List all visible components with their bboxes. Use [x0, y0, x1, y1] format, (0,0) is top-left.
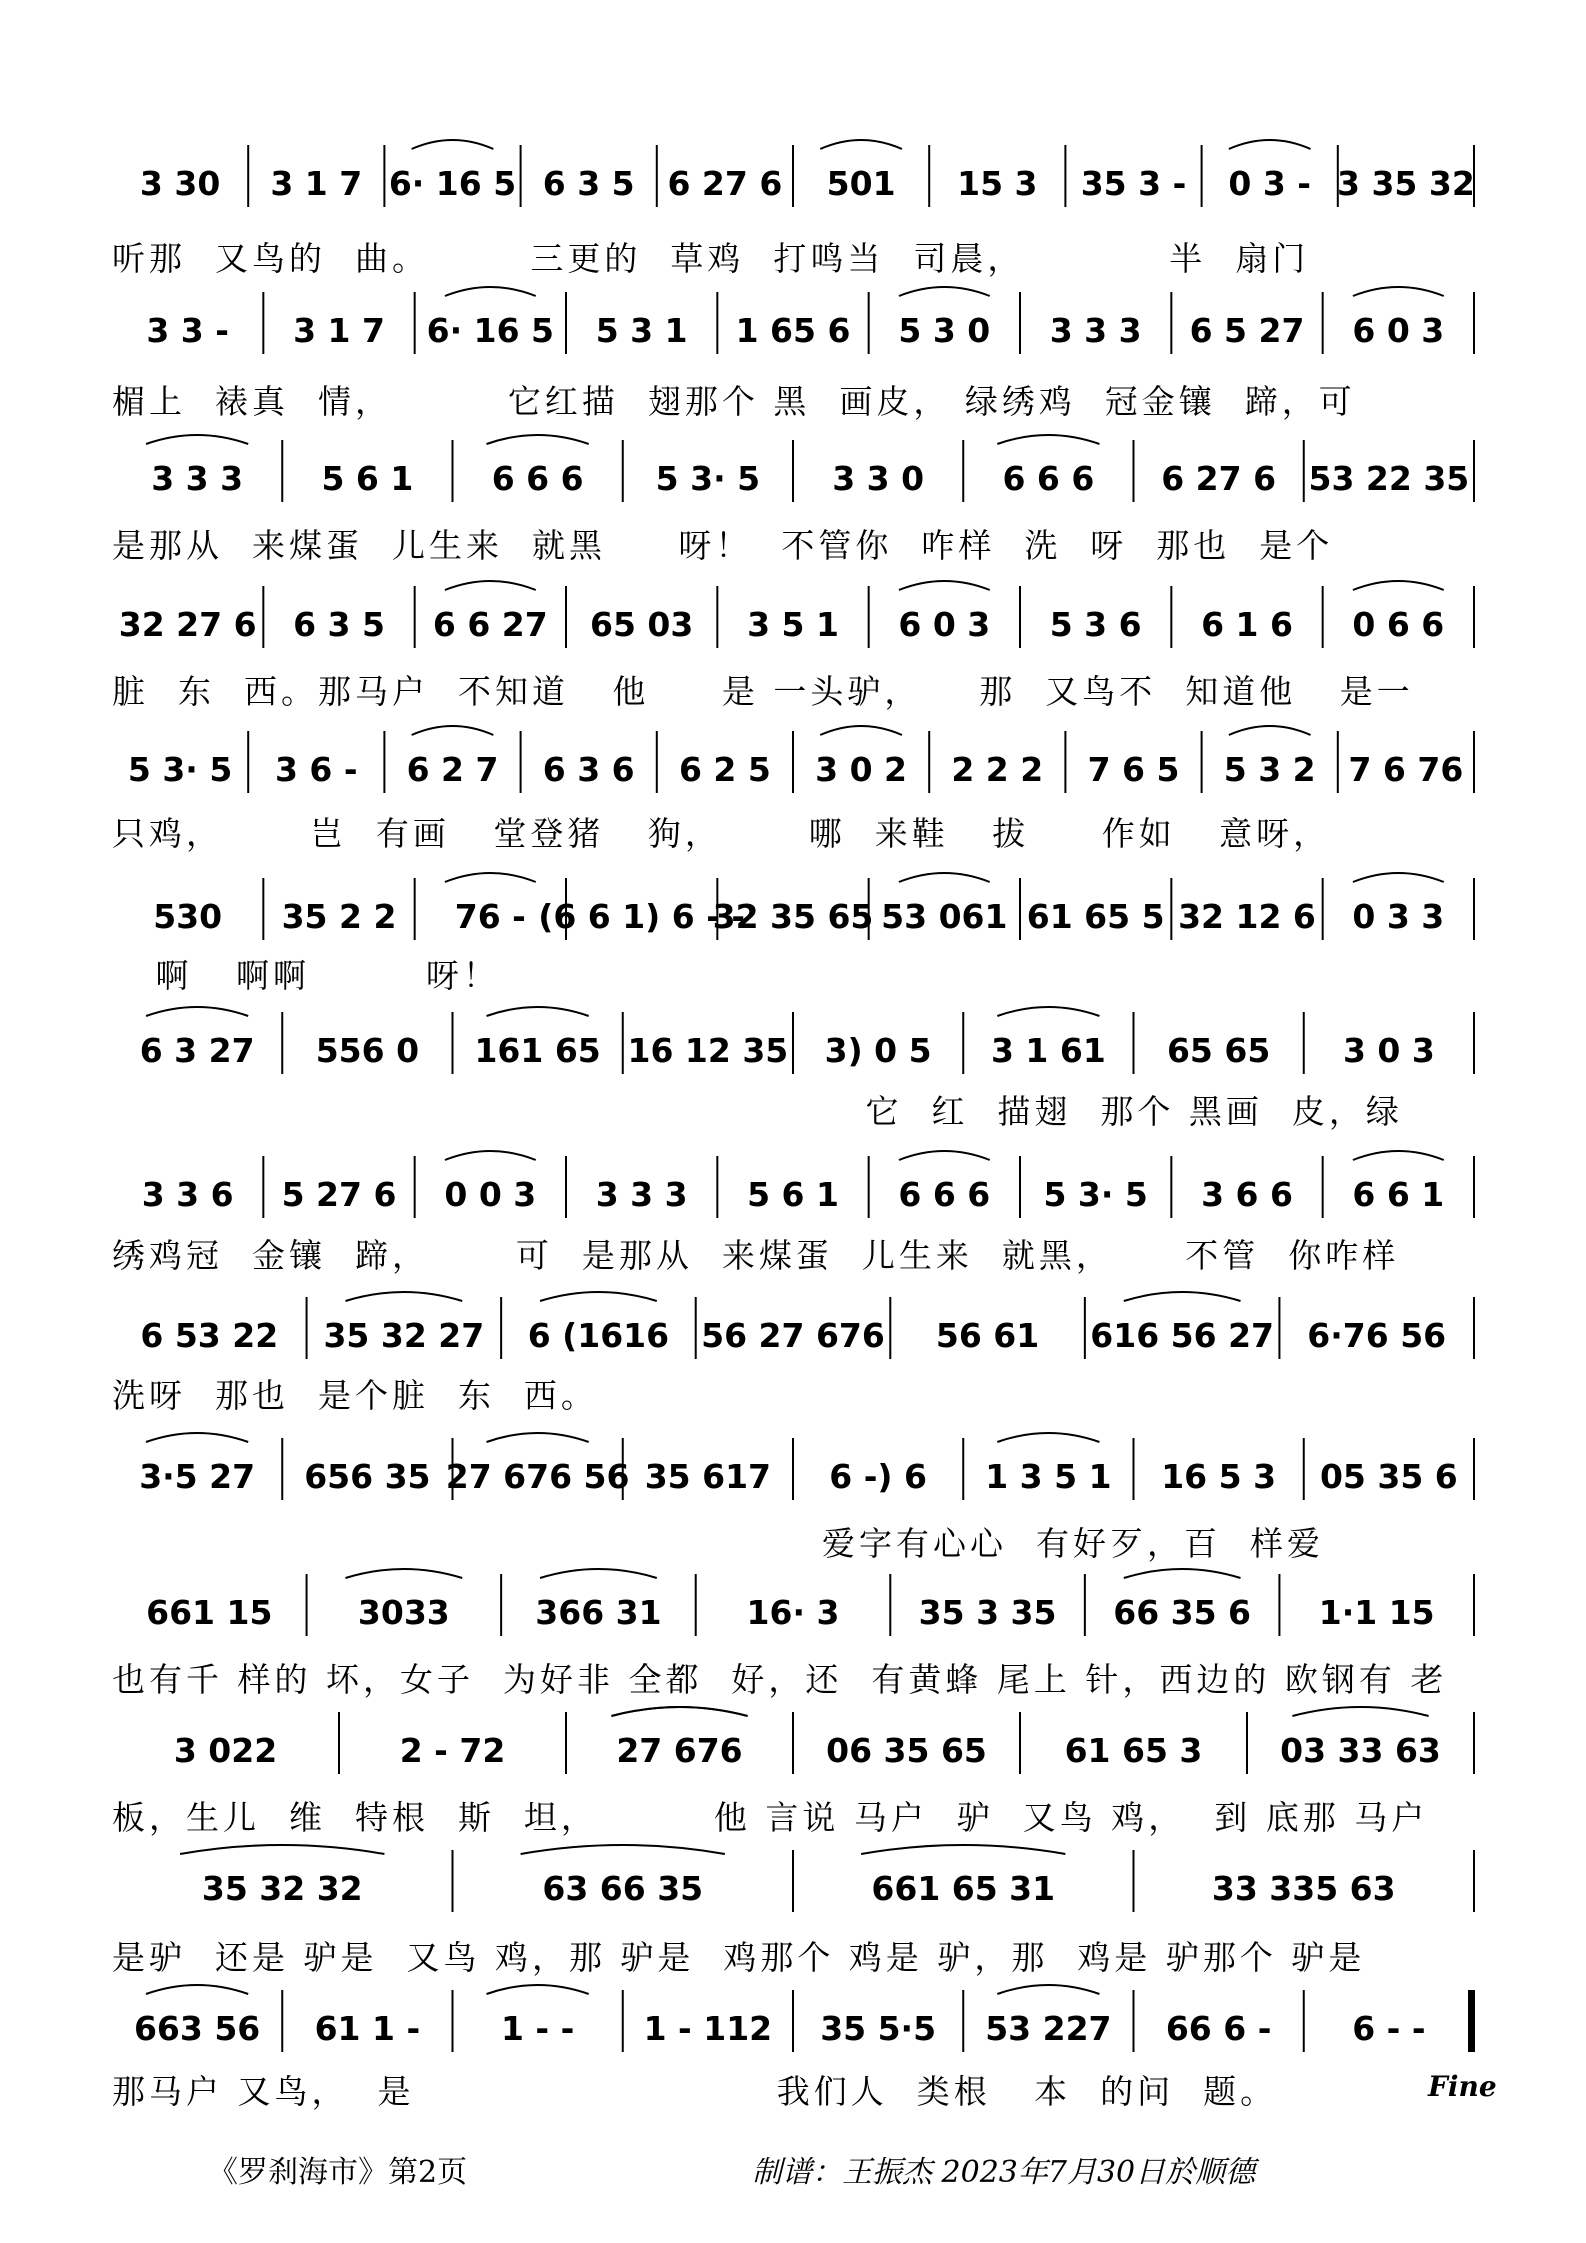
- measure-notes: 661 65 31: [871, 1869, 1056, 1908]
- measure-notes: 65 03: [589, 605, 694, 644]
- slur: [445, 581, 536, 590]
- measure-notes: 656 35: [304, 1457, 431, 1496]
- lyric-line: 只鸡， 岂 有画 堂登猪 狗， 哪 来鞋 拔 作如 意呀，: [112, 814, 1331, 853]
- slur: [820, 726, 902, 735]
- measure-notes: 3 3 3: [1049, 311, 1142, 350]
- measure-notes: 5 3· 5: [655, 459, 761, 498]
- slur: [1353, 873, 1444, 882]
- slur: [1353, 1151, 1444, 1160]
- slur: [997, 435, 1099, 444]
- slur: [146, 1007, 248, 1016]
- measure-notes: 6 6 6: [491, 459, 584, 498]
- measure-notes: 6 -) 6: [829, 1457, 927, 1496]
- measure-notes: 3 35 32: [1337, 164, 1475, 203]
- measure-notes: 366 31: [535, 1593, 662, 1632]
- slur: [345, 1569, 462, 1578]
- measure-notes: 1 - -: [500, 2009, 575, 2048]
- measure-notes: 1 65 6: [735, 311, 851, 350]
- slur: [861, 1845, 1065, 1854]
- measure-notes: 1 3 5 1: [985, 1457, 1112, 1496]
- measure-notes: 3033: [357, 1593, 450, 1632]
- measure-notes: 5 3· 5: [1043, 1175, 1148, 1214]
- measure-notes: 27 676: [616, 1731, 743, 1770]
- measure-notes: 6 3 6: [542, 750, 635, 789]
- measure-notes: 33 335 63: [1211, 1869, 1396, 1908]
- measure-notes: 0 3 3: [1352, 897, 1445, 936]
- measure-notes: 6 6 1: [1352, 1175, 1445, 1214]
- slur: [1353, 287, 1444, 296]
- final-barline: [1468, 1990, 1475, 2052]
- measure-notes: 3 3 3: [595, 1175, 688, 1214]
- lyric-line: 板，生儿 维 特根 斯 坦， 他 言说 马户 驴 又鸟 鸡， 到 底那 马户: [112, 1798, 1429, 1837]
- measure-notes: 05 35 6: [1319, 1457, 1458, 1496]
- measure-notes: 35 5·5: [820, 2009, 937, 2048]
- lyric-line: 是驴 还是 驴是 又鸟 鸡，那 驴是 鸡那个 鸡是 驴，那 鸡是 驴那个 驴是: [112, 1938, 1366, 1977]
- measure-notes: 7 6 76: [1348, 750, 1464, 789]
- slur: [521, 1845, 725, 1854]
- measure-notes: 5 3 2: [1223, 750, 1316, 789]
- measure-notes: 53 061: [881, 897, 1008, 936]
- page-footer-title: 《罗刹海市》第2页: [208, 2155, 468, 2190]
- measure-notes: 6· 16 5: [388, 164, 517, 203]
- slur: [1229, 140, 1311, 149]
- measure-notes: 3 3 -: [146, 311, 229, 350]
- measure-notes: 3 0 3: [1342, 1031, 1435, 1070]
- measure-notes: 3 3 6: [141, 1175, 234, 1214]
- slur: [445, 873, 536, 882]
- measure-notes: 53 22 35: [1308, 459, 1470, 498]
- slur: [345, 1292, 462, 1301]
- lyric-line: 听那 又鸟的 曲。 三更的 草鸡 打鸣当 司晨， 半 扇门: [112, 239, 1310, 278]
- measure-notes: 63 66 35: [542, 1869, 704, 1908]
- slur: [146, 435, 248, 444]
- measure-notes: 35 617: [644, 1457, 772, 1496]
- measure-notes: 61 65 5: [1026, 897, 1165, 936]
- lyric-line: 啊 啊啊 呀！: [112, 956, 500, 995]
- measure-notes: 35 3 35: [918, 1593, 1057, 1632]
- measure-notes: 3 5 1: [747, 605, 839, 644]
- measure-notes: 5 6 1: [747, 1175, 839, 1214]
- measure-notes: 3 1 7: [270, 164, 363, 203]
- measure-notes: 2 2 2: [951, 750, 1044, 789]
- measure-notes: 35 2 2: [281, 897, 397, 936]
- slur: [487, 1007, 589, 1016]
- measure-notes: 16 5 3: [1161, 1457, 1277, 1496]
- measure-notes: 6 6 6: [898, 1175, 991, 1214]
- measure-notes: 5 3· 5: [127, 750, 233, 789]
- measure-notes: 35 32 32: [201, 1869, 363, 1908]
- measure-notes: 15 3: [957, 164, 1038, 203]
- measure-notes: 61 65 3: [1064, 1731, 1203, 1770]
- measure-notes: 32 27 6: [118, 605, 257, 644]
- measure-notes: 5 27 6: [281, 1175, 397, 1214]
- measure-notes: 76 -: [454, 897, 526, 936]
- slur: [611, 1707, 747, 1716]
- measure-notes: 0 3 -: [1228, 164, 1312, 203]
- measure-notes: 03 33 63: [1280, 1731, 1441, 1770]
- slur: [1292, 1707, 1428, 1716]
- slur: [899, 581, 990, 590]
- fine-marking: Fine: [1428, 2070, 1497, 2103]
- measure-notes: 3 1 61: [990, 1031, 1106, 1070]
- slur: [146, 1433, 248, 1442]
- measure-notes: 530: [153, 897, 223, 936]
- measure-notes: 6 53 22: [140, 1316, 279, 1355]
- measure-notes: 161 65: [474, 1031, 601, 1070]
- slur: [540, 1569, 657, 1578]
- lyric-line: 爱字有心心 有好歹，百 样爱: [112, 1524, 1324, 1563]
- measure-notes: 6 3 5: [293, 605, 385, 644]
- measure-notes: 35 3 -: [1080, 164, 1187, 203]
- measure-notes: 6 27 6: [667, 164, 783, 203]
- slur: [997, 1433, 1099, 1442]
- slur: [540, 1292, 657, 1301]
- slur: [487, 435, 589, 444]
- slur: [997, 1007, 1099, 1016]
- slur: [1124, 1569, 1241, 1578]
- measure-notes: 56 61: [935, 1316, 1040, 1355]
- measure-notes: 3 6 6: [1201, 1175, 1293, 1214]
- measure-notes: 1·1 15: [1318, 1593, 1435, 1632]
- measure-notes: 1 - 112: [643, 2009, 773, 2048]
- measure-notes: 6 27 6: [1161, 459, 1277, 498]
- measure-notes: 53 227: [985, 2009, 1112, 2048]
- measure-notes: 6 3 5: [542, 164, 635, 203]
- measure-notes: 6· 16 5: [426, 311, 555, 350]
- slur: [820, 140, 902, 149]
- slur: [445, 287, 536, 296]
- measure-notes: 616 56 27: [1090, 1316, 1275, 1355]
- measure-notes: 35 32 27: [323, 1316, 485, 1355]
- measure-notes: 6 5 27: [1189, 311, 1305, 350]
- measure-notes: 0 0 3: [444, 1175, 537, 1214]
- slur: [899, 873, 990, 882]
- lyric-line: 楣上 裱真 情， 它红描 翅那个 黑 画皮， 绿绣鸡 冠金镶 蹄，可: [112, 382, 1356, 421]
- measure-notes: 16 12 35: [627, 1031, 789, 1070]
- lyric-line: 洗呀 那也 是个脏 东 西。: [112, 1376, 598, 1415]
- lyric-line: 脏 东 西。那马户 不知道 他 是 一头驴， 那 又鸟不 知道他 是一: [112, 672, 1414, 711]
- slur: [412, 140, 494, 149]
- slur: [1353, 581, 1444, 590]
- measure-notes: 556 0: [315, 1031, 420, 1070]
- lyric-line: 也有千 样的 坏，女子 为好非 全都 好，还 有黄蜂 尾上 针，西边的 欧钢有 老: [112, 1660, 1448, 1699]
- measure-notes: 6 2 5: [678, 750, 771, 789]
- measure-notes: 6·76 56: [1307, 1316, 1447, 1355]
- measure-notes: 3·5 27: [139, 1457, 256, 1496]
- measure-notes: (6 6 1) 6 - -: [538, 897, 746, 936]
- measure-notes: 6 6 27: [432, 605, 548, 644]
- measure-notes: 66 35 6: [1113, 1593, 1252, 1632]
- lyric-line: 那马户 又鸟， 是 我们人 类根 本 的问 题。: [112, 2072, 1278, 2111]
- measure-notes: 6 (1616: [527, 1316, 670, 1355]
- slur: [1124, 1292, 1241, 1301]
- measure-notes: 32 12 6: [1178, 897, 1316, 936]
- slur: [146, 1985, 248, 1994]
- measure-notes: 5 3 6: [1049, 605, 1142, 644]
- measure-notes: 0 6 6: [1352, 605, 1445, 644]
- lyric-line: 它 红 描翅 那个 黑画 皮，绿: [112, 1092, 1403, 1131]
- measure-notes: 3 3 0: [832, 459, 925, 498]
- measure-notes: 2 - 72: [399, 1731, 506, 1770]
- slur: [899, 1151, 990, 1160]
- measure-notes: 3) 0 5: [824, 1031, 932, 1070]
- measure-notes: 661 15: [146, 1593, 273, 1632]
- measure-notes: 6 3 27: [139, 1031, 255, 1070]
- measure-notes: 501: [826, 164, 896, 203]
- measure-notes: 6 6 6: [1002, 459, 1095, 498]
- slur: [487, 1985, 589, 1994]
- measure-notes: 5 3 0: [898, 311, 991, 350]
- slur: [899, 287, 990, 296]
- measure-notes: 3 1 7: [293, 311, 385, 350]
- measure-notes: 6 0 3: [898, 605, 991, 644]
- slur: [487, 1433, 589, 1442]
- measure-notes: 27 676 56: [445, 1457, 630, 1496]
- slur: [997, 1985, 1099, 1994]
- measure-notes: 65 65: [1166, 1031, 1271, 1070]
- measure-notes: 6 1 6: [1201, 605, 1293, 644]
- measure-notes: 5 6 1: [321, 459, 414, 498]
- measure-notes: 66 6 -: [1165, 2009, 1272, 2048]
- measure-notes: 6 2 7: [406, 750, 499, 789]
- slur: [412, 726, 494, 735]
- measure-notes: 3 0 2: [815, 750, 908, 789]
- measure-notes: 3 3 3: [151, 459, 244, 498]
- lyric-line: 是那从 来煤蛋 儿生来 就黑 呀！ 不管你 咋样 洗 呀 那也 是个: [112, 526, 1334, 565]
- measure-notes: 7 6 5: [1087, 750, 1180, 789]
- measure-notes: 16· 3: [746, 1593, 840, 1632]
- measure-notes: 61 1 -: [314, 2009, 421, 2048]
- measure-notes: 32 35 65: [712, 897, 874, 936]
- measure-notes: 3 30: [139, 164, 221, 203]
- measure-notes: 663 56: [133, 2009, 261, 2048]
- slur: [180, 1845, 384, 1854]
- lyric-line: 绣鸡冠 金镶 蹄， 可 是那从 来煤蛋 儿生来 就黑， 不管 你咋样: [112, 1236, 1400, 1275]
- measure-notes: 5 3 1: [595, 311, 688, 350]
- slur: [445, 1151, 536, 1160]
- measure-notes: 6 0 3: [1352, 311, 1445, 350]
- measure-notes: 06 35 65: [826, 1731, 987, 1770]
- slur: [1229, 726, 1311, 735]
- measure-notes: 6 - -: [1352, 2009, 1426, 2048]
- measure-notes: 56 27 676: [701, 1316, 885, 1355]
- page-footer-credit: 制谱：王振杰 2023年7月30日於顺德: [752, 2155, 1256, 2190]
- measure-notes: 3 022: [173, 1731, 278, 1770]
- measure-notes: 3 6 -: [274, 750, 358, 789]
